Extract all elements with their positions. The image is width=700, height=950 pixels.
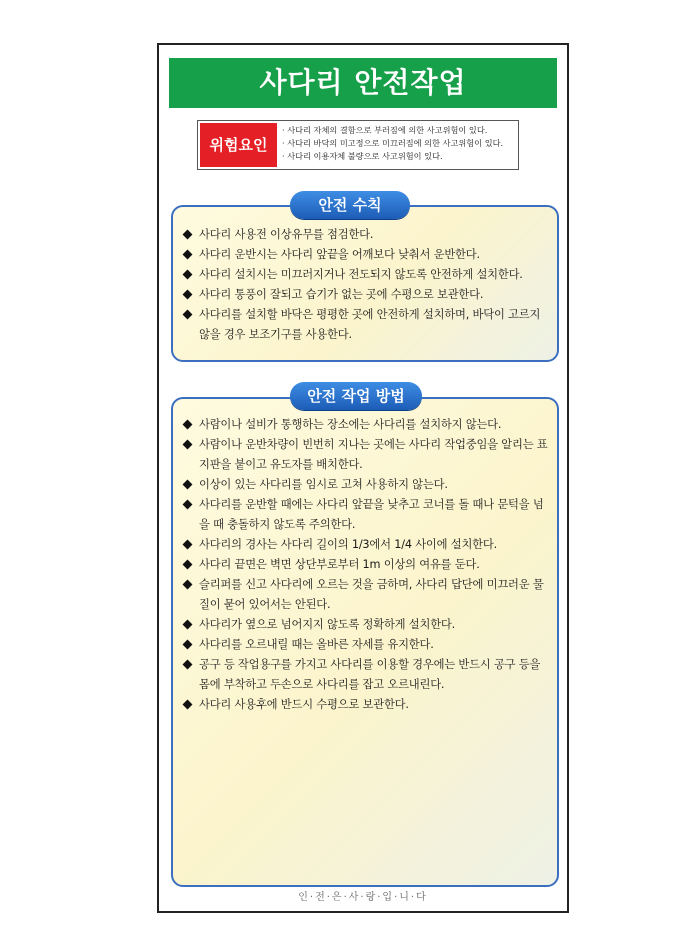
method-text: 이상이 있는 사다리를 임시로 고쳐 사용하지 않는다.: [199, 478, 448, 491]
safety-rules-heading: 안전 수칙: [290, 191, 410, 219]
hazard-item: · 사다리 자체의 결함으로 부러짐에 의한 사고위험이 있다.: [282, 125, 488, 135]
hazard-box: [197, 120, 519, 170]
rule-text: 사다리 사용전 이상유무를 점검한다.: [199, 228, 374, 241]
list-item: [181, 285, 553, 305]
method-text: 공구 등 작업용구를 가지고 사다리를 이용할 경우에는 반드시 공구 등을 몸에 부착하고 두손으로 사다리를 잡고 오르내린다.: [199, 658, 541, 691]
method-text: 사다리 사용후에 반드시 수평으로 보관한다.: [199, 698, 409, 711]
method-text: 사다리 끝면은 벽면 상단부로부터 1m 이상의 여유를 둔다.: [199, 558, 480, 571]
work-methods-list: [181, 415, 553, 715]
list-item: [181, 695, 553, 715]
list-item: [181, 225, 553, 245]
diamond-bullet-icon: [183, 700, 193, 710]
list-item: [181, 535, 553, 555]
list-item: [181, 655, 553, 695]
list-item: [181, 415, 553, 435]
diamond-bullet-icon: [183, 540, 193, 550]
method-text: 슬리퍼를 신고 사다리에 오르는 것을 금하며, 사다리 답단에 미끄러운 물질이 묻어 있어서는 안된다.: [199, 578, 544, 611]
hazard-item: · 사다리 바닥의 미고정으로 미끄러짐에 의한 사고위험이 있다.: [282, 138, 504, 148]
list-item: [181, 615, 553, 635]
list-item: [181, 305, 553, 345]
list-item: [181, 475, 553, 495]
method-text: 사다리가 옆으로 넘어지지 않도록 정확하게 설치한다.: [199, 618, 456, 631]
diamond-bullet-icon: [183, 270, 193, 280]
list-item: [181, 495, 553, 535]
safety-rules-list: [181, 225, 553, 345]
safety-rules-panel: [171, 205, 559, 362]
method-text: 사람이나 설비가 통행하는 장소에는 사다리를 설치하지 않는다.: [199, 418, 502, 431]
diamond-bullet-icon: [183, 440, 193, 450]
diamond-bullet-icon: [183, 290, 193, 300]
hazard-list: [282, 124, 514, 163]
diamond-bullet-icon: [183, 640, 193, 650]
rule-text: 사다리 설치시는 미끄러지거나 전도되지 않도록 안전하게 설치한다.: [199, 268, 523, 281]
work-methods-heading: 안전 작업 방법: [290, 382, 422, 410]
diamond-bullet-icon: [183, 660, 193, 670]
diamond-bullet-icon: [183, 480, 193, 490]
method-text: 사다리를 운반할 때에는 사다리 앞끝을 낮추고 코너를 돌 때나 문턱을 넘을 때 충돌하지 않도록 주의한다.: [199, 498, 544, 531]
method-text: 사다리의 경사는 사다리 길이의 1/3에서 1/4 사이에 설치한다.: [199, 538, 497, 551]
method-text: 사다리를 오르내릴 때는 올바른 자세를 유지한다.: [199, 638, 434, 651]
diamond-bullet-icon: [183, 580, 193, 590]
method-text: 사람이나 운반차량이 빈번히 지나는 곳에는 사다리 작업중임을 알리는 표지판을 붙이고 유도자를 배치한다.: [199, 438, 548, 471]
diamond-bullet-icon: [183, 620, 193, 630]
list-item: [181, 575, 553, 615]
rule-text: 사다리를 설치할 바닥은 평평한 곳에 안전하게 설치하며, 바닥이 고르지 않을 경우 보조기구를 사용한다.: [199, 308, 541, 341]
safety-poster: [157, 43, 569, 913]
footer-slogan: 인·전·은·사·랑·입·니·다: [298, 892, 428, 903]
list-item: [181, 435, 553, 475]
list-item: [181, 245, 553, 265]
diamond-bullet-icon: [183, 250, 193, 260]
diamond-bullet-icon: [183, 500, 193, 510]
diamond-bullet-icon: [183, 230, 193, 240]
diamond-bullet-icon: [183, 560, 193, 570]
poster-title: 사다리 안전작업: [169, 58, 557, 108]
hazard-item: · 사다리 이용자체 불량으로 사고위험이 있다.: [282, 151, 443, 161]
work-methods-panel: [171, 397, 559, 887]
list-item: [181, 555, 553, 575]
list-item: [181, 265, 553, 285]
hazard-label: 위험요인: [200, 123, 277, 167]
diamond-bullet-icon: [183, 310, 193, 320]
list-item: [181, 635, 553, 655]
rule-text: 사다리 운반시는 사다리 앞끝을 어깨보다 낮춰서 운반한다.: [199, 248, 480, 261]
rule-text: 사다리 통풍이 잘되고 습기가 없는 곳에 수평으로 보관한다.: [199, 288, 484, 301]
diamond-bullet-icon: [183, 420, 193, 430]
